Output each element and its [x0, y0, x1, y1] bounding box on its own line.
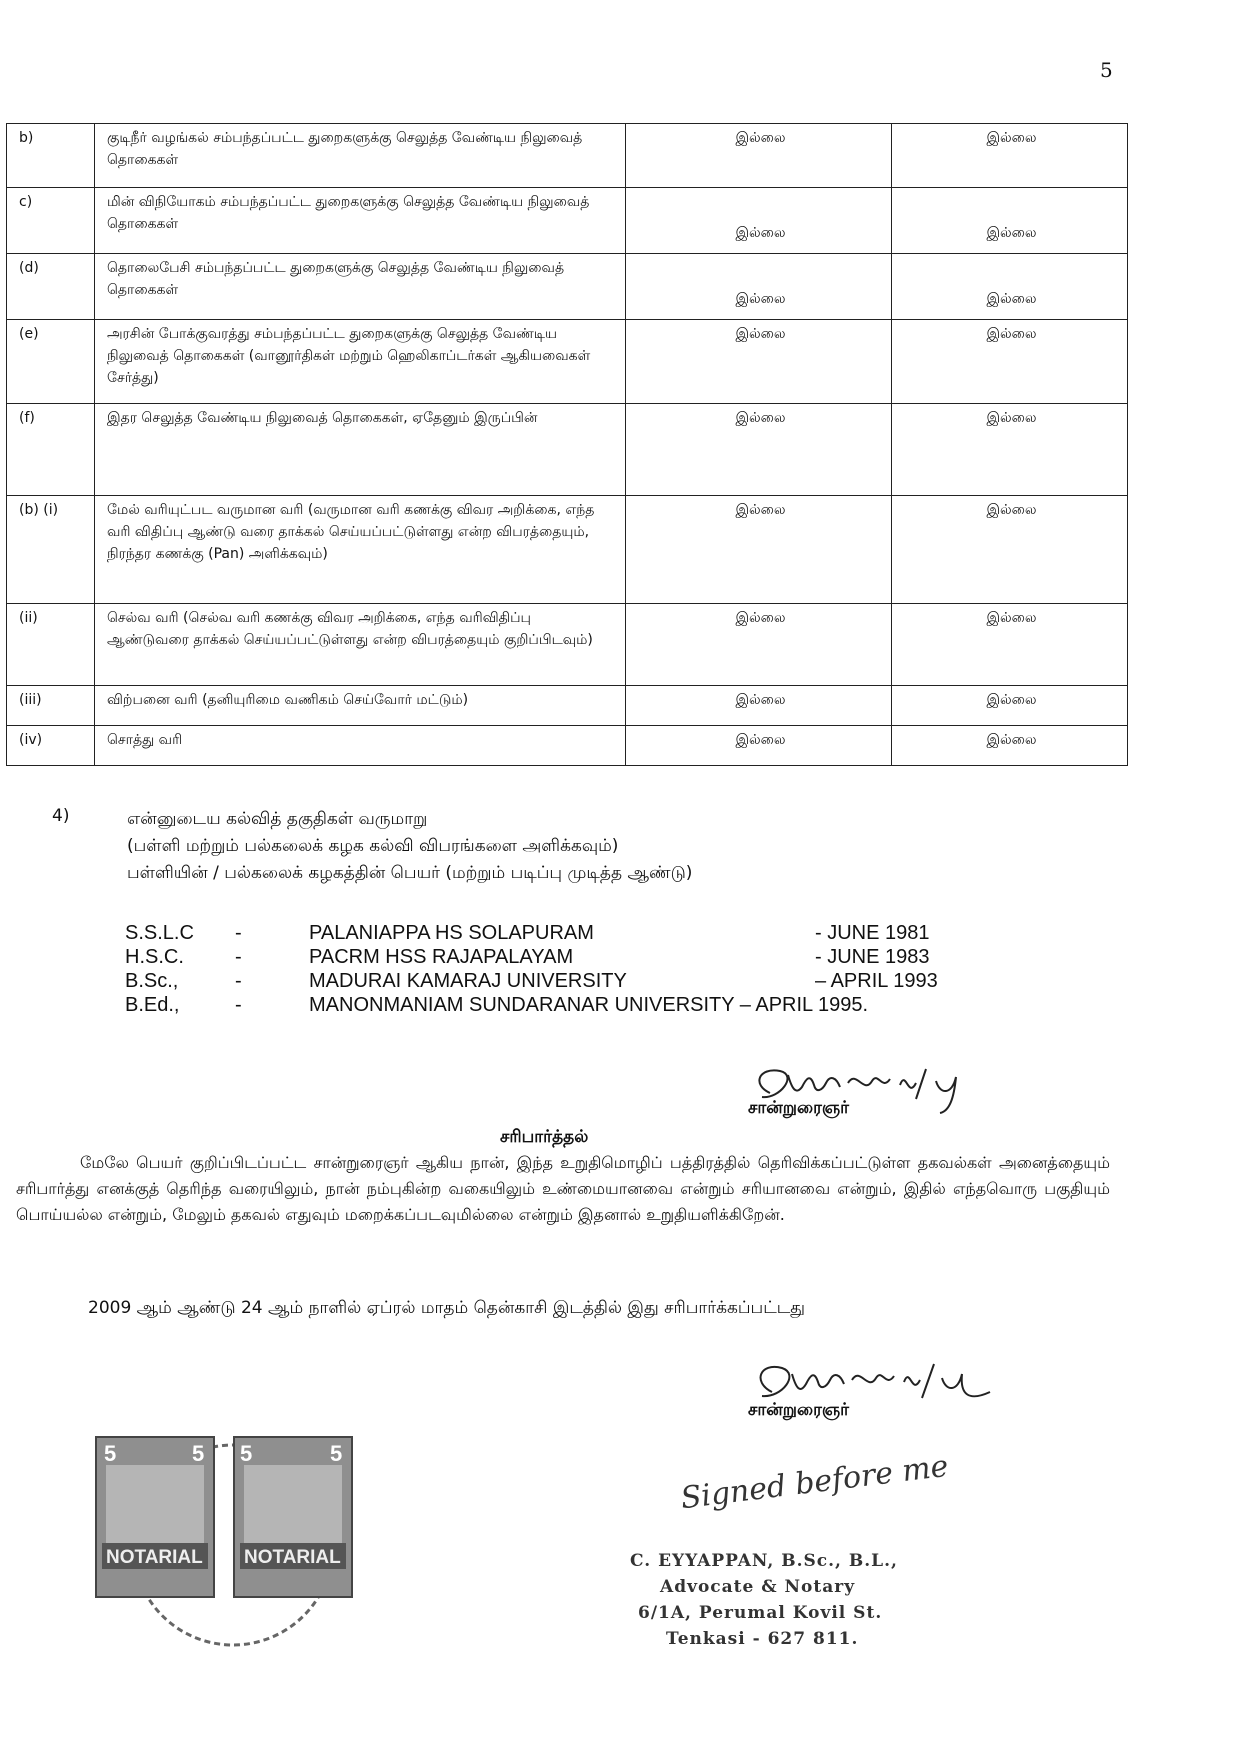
verification-text: மேலே பெயர் குறிப்பிடப்பட்ட சான்றுரைஞர் ஆகிய நான், இந்த உறுதிமொழிப் பத்திரத்தில் தெரிவிக்கப்பட்டுள்ள தகவல்கள் அனைத்தையும் சரிபார்த்து எனக்குத் தெரிந்த வரையிலும், நான் நம்புகின்ற வகையிலும் உண்மையானவை என்றும் சரியானவை என்றும், இதில் எந்தவொரு பகுதியும் பொய்யல்ல என்றும், மேலும் தகவல் எதுவும் மறைக்கப்படவுமில்லை என்றும் இதனால் உறுதியளிக்கிறேன்.: [16, 1153, 1111, 1224]
svg-text:5: 5: [192, 1441, 205, 1466]
svg-text:NOTARIAL: NOTARIAL: [106, 1547, 203, 1568]
notary-name: C. EYYAPPAN, B.Sc., B.L.,: [630, 1551, 898, 1571]
verification-date: 2009 ஆம் ஆண்டு 24 ஆம் நாளில் ஏப்ரல் மாதம் தென்காசி இடத்தில் இது சரிபார்க்கப்பட்டது: [88, 1298, 806, 1318]
notary-stamp-block: [630, 1548, 898, 1652]
education-heading: பள்ளியின் / பல்கலைக் கழகத்தின் பெயர் (மற்றும் படிப்பு முடித்த ஆண்டு): [127, 863, 693, 883]
notary-address-2: Tenkasi - 627 811.: [666, 1629, 859, 1649]
notary-title: Advocate & Notary: [660, 1577, 856, 1597]
row-description: இதர செலுத்த வேண்டிய நிலுவைத் தொகைகள், ஏதேனும் இருப்பின்: [95, 404, 626, 496]
row-value-a: இல்லை: [626, 320, 892, 404]
table-row: [7, 726, 1128, 766]
verification-body: [16, 1150, 1110, 1228]
row-label: (f): [7, 404, 95, 496]
row-value-a: இல்லை: [626, 604, 892, 686]
row-label: (iii): [7, 686, 95, 726]
qualification-dash: -: [235, 994, 242, 1016]
verification-heading: சரிபார்த்தல்: [500, 1127, 589, 1147]
dues-table: [6, 123, 1128, 766]
row-label: (iv): [7, 726, 95, 766]
svg-text:5: 5: [240, 1441, 253, 1466]
page-number: 5: [1100, 58, 1113, 82]
row-description: செல்வ வரி (செல்வ வரி கணக்கு விவர அறிக்கை, எந்த வரிவிதிப்பு ஆண்டுவரை தாக்கல் செய்யப்பட்டுள்ளது என்ற விபரத்தையும் குறிப்பிடவும்): [95, 604, 626, 686]
table-row: [7, 254, 1128, 320]
row-value-b: இல்லை: [892, 496, 1128, 604]
row-value-a: இல்லை: [626, 726, 892, 766]
qualification-degree: S.S.L.C: [125, 922, 194, 944]
table-row: [7, 404, 1128, 496]
svg-text:5: 5: [330, 1441, 343, 1466]
qualification-dash: -: [235, 946, 242, 968]
qualification-date: - JUNE 1983: [815, 946, 930, 968]
row-value-a: இல்லை: [626, 188, 892, 254]
row-label: (e): [7, 320, 95, 404]
row-description: மின் விநியோகம் சம்பந்தப்பட்ட துறைகளுக்கு செலுத்த வேண்டிய நிலுவைத் தொகைகள்: [95, 188, 626, 254]
row-value-b: இல்லை: [892, 686, 1128, 726]
deponent-label: சான்றுரைஞர்: [748, 1098, 850, 1118]
stamp-right: [234, 1437, 352, 1597]
svg-text:NOTARIAL: NOTARIAL: [244, 1547, 341, 1568]
row-description: தொலைபேசி சம்பந்தப்பட்ட துறைகளுக்கு செலுத்த வேண்டிய நிலுவைத் தொகைகள்: [95, 254, 626, 320]
qualification-degree: B.Ed.,: [125, 994, 180, 1016]
row-value-a: இல்லை: [626, 496, 892, 604]
row-description: மேல் வரியுட்பட வருமான வரி (வருமான வரி கணக்கு விவர அறிக்கை, எந்த வரி விதிப்பு ஆண்டு வரை தாக்கல் செய்யப்பட்டுள்ளது என்ற விபரத்தையும், நிரந்தர கணக்கு (Pan) அளிக்கவும்): [95, 496, 626, 604]
qualification-date: - JUNE 1981: [815, 922, 930, 944]
stamp-left: [96, 1437, 214, 1597]
svg-text:5: 5: [104, 1441, 117, 1466]
row-value-b: இல்லை: [892, 124, 1128, 188]
qualification-date: – APRIL 1993: [815, 970, 938, 992]
table-row: [7, 124, 1128, 188]
row-description: சொத்து வரி: [95, 726, 626, 766]
row-value-a: இல்லை: [626, 404, 892, 496]
row-description: அரசின் போக்குவரத்து சம்பந்தப்பட்ட துறைகளுக்கு செலுத்த வேண்டிய நிலுவைத் தொகைகள் (வானூர்திகள் மற்றும் ஹெலிகாப்டர்கள் ஆகியவைகள் சேர்த்து): [95, 320, 626, 404]
table-row: [7, 320, 1128, 404]
row-label: (b) (i): [7, 496, 95, 604]
row-value-b: இல்லை: [892, 726, 1128, 766]
qualification-institution: MADURAI KAMARAJ UNIVERSITY: [309, 970, 627, 992]
qualification-dash: -: [235, 922, 242, 944]
handwritten-note: Signed before me: [678, 1448, 951, 1517]
row-description: விற்பனை வரி (தனியுரிமை வணிகம் செய்வோர் மட்டும்): [95, 686, 626, 726]
qualification-institution: MANONMANIAM SUNDARANAR UNIVERSITY – APRIL 1995.: [309, 994, 869, 1016]
row-value-b: இல்லை: [892, 604, 1128, 686]
row-value-a: இல்லை: [626, 254, 892, 320]
education-instruction: (பள்ளி மற்றும் பல்கலைக் கழக கல்வி விபரங்களை அளிக்கவும்): [127, 836, 619, 856]
row-value-b: இல்லை: [892, 188, 1128, 254]
table-row: [7, 188, 1128, 254]
notary-address-1: 6/1A, Perumal Kovil St.: [638, 1603, 883, 1623]
notarial-stamps: [88, 1425, 378, 1665]
qualification-degree: H.S.C.: [125, 946, 184, 968]
row-value-b: இல்லை: [892, 254, 1128, 320]
row-value-b: இல்லை: [892, 320, 1128, 404]
table-row: [7, 496, 1128, 604]
table-row: [7, 604, 1128, 686]
qualification-institution: PACRM HSS RAJAPALAYAM: [309, 946, 574, 968]
row-label: c): [7, 188, 95, 254]
qualification-degree: B.Sc.,: [125, 970, 179, 992]
row-label: (d): [7, 254, 95, 320]
row-value-a: இல்லை: [626, 686, 892, 726]
qualification-institution: PALANIAPPA HS SOLAPURAM: [309, 922, 594, 944]
row-label: (ii): [7, 604, 95, 686]
deponent-label-2: சான்றுரைஞர்: [748, 1400, 850, 1420]
row-label: b): [7, 124, 95, 188]
education-intro: என்னுடைய கல்வித் தகுதிகள் வருமாறு: [127, 809, 428, 829]
section-number: 4): [52, 806, 70, 826]
row-value-b: இல்லை: [892, 404, 1128, 496]
qualification-dash: -: [235, 970, 242, 992]
table-row: [7, 686, 1128, 726]
row-value-a: இல்லை: [626, 124, 892, 188]
row-description: குடிநீர் வழங்கல் சம்பந்தப்பட்ட துறைகளுக்கு செலுத்த வேண்டிய நிலுவைத் தொகைகள்: [95, 124, 626, 188]
